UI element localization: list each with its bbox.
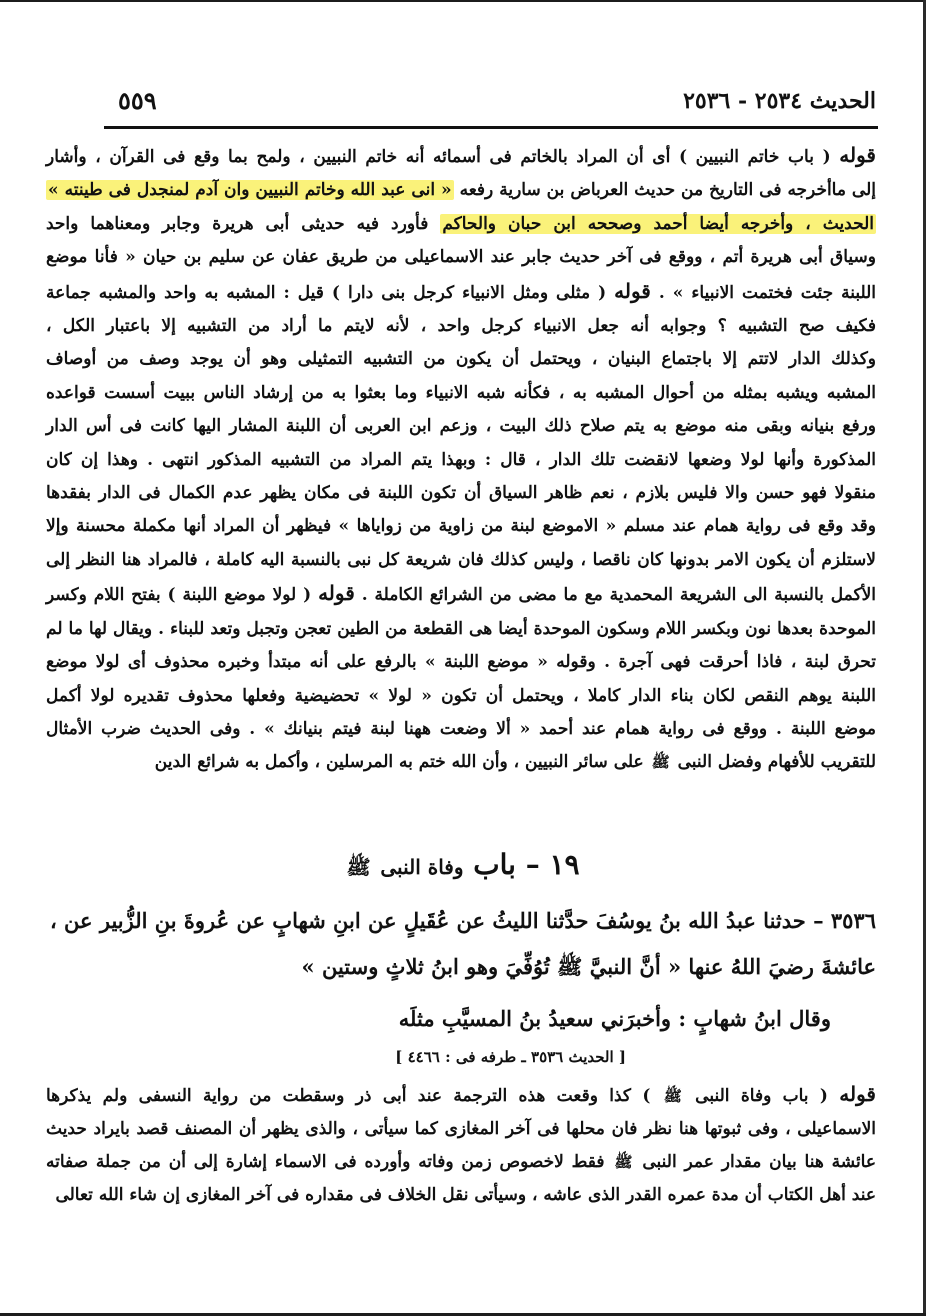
commentary-1-line — [46, 577, 876, 612]
lead-word: قوله — [839, 1082, 876, 1106]
commentary-1-line — [46, 174, 876, 207]
text-run: تحرق لبنة ، فاذا أحرقت فهى آجرة . وقوله « موضع اللبنة » بالرفع على أنه مبتدأ وخبره محذوف أى لولا موضع — [46, 652, 876, 673]
commentary-1-line — [46, 544, 876, 577]
salah-glyph-icon: ﷺ — [663, 1087, 682, 1105]
commentary-1-line — [46, 410, 876, 443]
commentary-2-line — [46, 1113, 876, 1146]
text-run: على سائر النبيين ، وأن الله ختم به المرسلين ، وأكمل به شرائع الدين — [154, 752, 650, 773]
cross-reference: [ الحديث ٣٥٣٦ ـ طرفه فى : ٤٤٦٦ ] — [395, 1048, 626, 1066]
header-rule — [104, 126, 878, 129]
hadith-line-1: ٣٥٣٦ – حدثنا عبدُ الله بنُ يوسُفَ حدَّثنا الليثُ عن عُقَيلٍ عن ابنِ شهابٍ عن عُروةَ بنِ الزُّبير عن ، — [49, 908, 876, 933]
text-run: اللبنة جئت فختمت الانبياء » . — [650, 282, 876, 303]
page-header — [108, 88, 876, 124]
text-run: وقد وقع فى رواية همام عند مسلم « الاموضع لبنة من زاوية من زواياها » فيظهر أن المراد أنها مكملة محسنة وإلا — [46, 516, 876, 537]
text-run: ) كذا وقعت هذه الترجمة عند أبى ذر وسقطت من رواية النسفى ولم يذكرها — [46, 1086, 662, 1106]
text-run: إلى ماأخرجه فى التاريخ من حديث العرباض بن سارية رفعه — [453, 180, 877, 201]
section-heading — [0, 848, 926, 884]
text-run: ( لولا موضع اللبنة ) بفتح اللام وكسر — [46, 585, 319, 606]
commentary-1-line — [46, 646, 876, 679]
commentary-1-line — [46, 208, 876, 241]
text-run: المشبه ويشبه بمثله من أحوال المشبه به ، فكأنه شبه الانبياء وما بعثوا به من إرشاد الناس ببيت أسست قواعده — [46, 382, 876, 403]
text-run: عند أهل الكتاب أن مدة عمره القدر الذى عاشه ، وسيأتى نقل الخلاف فى مقداره فى آخر المغازى إن شاء الله تعالى — [55, 1185, 876, 1205]
text-run: ( باب خاتم النبيين ) أى أن المراد بالخاتم فى أسمائه أنه خاتم النبيين ، ولمح بما وقع فى القرآن ، وأشار — [46, 147, 840, 167]
hadith-text — [49, 898, 876, 1048]
text-run: فقط لاخصوص زمن وفاته وأورده فى الاسماء إشارة إلى أن من جملة صفاته — [46, 1152, 613, 1172]
hadith-line-2: عائشةَ رضيَ اللهُ عنها « أنَّ النبيَّ ﷺ تُوُفِّيَ وهو ابنُ ثلاثٍ وستين » — [301, 954, 876, 979]
commentary-1-line — [46, 275, 876, 310]
salah-glyph-icon: ﷺ — [346, 855, 371, 879]
bab-word: باب — [473, 848, 516, 881]
text-run: الاسماعيلى ، وفى ثبوتها هنا نظر فان محلها فى آخر المغازى كما سيأتى ، والذى يظهر أن المصنف قصد بايراد حديث — [46, 1119, 876, 1139]
text-run: ( باب وفاة النبى — [683, 1086, 840, 1106]
commentary-1-line — [46, 343, 876, 376]
lead-word: قوله — [839, 143, 876, 167]
commentary-2-line — [46, 1179, 876, 1212]
highlighted-text: الحديث ، وأخرجه أيضا أحمد وصححه ابن حبان والحاكم — [442, 213, 874, 234]
section-dash: – — [525, 848, 540, 881]
section-number: ١٩ — [549, 848, 580, 881]
lead-word: قوله — [614, 278, 651, 303]
text-run: الموحدة بعدها نون وبكسر اللام وسكون الموحدة أيضا هى القطعة من الطين تعجن وتجبل وتعد للبناء . ويقال لها ما لم — [46, 618, 876, 639]
commentary-2-line — [46, 1146, 876, 1179]
commentary-1-line — [46, 613, 876, 646]
text-run: المذكورة وأنها لولا وضعها لانقضت تلك الدار ، قال : وبهذا يتم المراد من التشبيه المذكور انتهى . وهذا إن كان — [46, 449, 876, 470]
highlighted-text: « انى عبد الله وخاتم النبيين وان آدم لمنجدل فى طينته » — [48, 180, 452, 201]
text-run: الأكمل بالنسبة الى الشريعة المحمدية مع ما مضى من الشرائع الكاملة . — [354, 585, 876, 606]
commentary-1-line — [46, 377, 876, 410]
text-run: فأورد فيه حديثى أبى هريرة وجابر ومعناهما واحد — [46, 213, 441, 234]
running-title: الحديث ٢٥٣٤ - ٢٥٣٦ — [683, 88, 876, 114]
commentary-1-line — [46, 310, 876, 343]
section-title: وفاة النبى — [380, 855, 464, 879]
text-run: اللبنة يوهم النقص لكان بناء الدار كاملا ، ويحتمل أن تكون « لولا » تحضيضية وفعلها محذوف تقديره لولا أكمل — [46, 685, 876, 706]
salah-glyph-icon: ﷺ — [614, 1153, 633, 1171]
commentary-1-line — [46, 139, 876, 174]
text-run: وسياق أبى هريرة أتم ، ووقع فى آخر حديث جابر عند الاسماعيلى من طريق عفان عن سليم بن حيان « فأنا موضع — [46, 247, 876, 268]
text-run: عائشة هنا بيان مقدار عمر النبى — [634, 1152, 876, 1172]
commentary-1-line — [46, 510, 876, 543]
commentary-block-1 — [46, 139, 876, 780]
hadith-line-3: وقال ابنُ شهابٍ : وأخبرَني سعيدُ بنُ المسيَّبِ مثلَه — [398, 1006, 831, 1031]
text-run: وكذلك الدار لاتتم إلا باجتماع البنيان ، ويحتمل أن يكون من التشبيه التمثيلى وهو أن يوجد وصف من أوصاف — [46, 349, 876, 370]
text-run: ( مثلى ومثل الانبياء كرجل بنى دارا ) قيل : المشبه به واحد والمشبه جماعة — [46, 282, 615, 303]
page-number: ٥٥٩ — [118, 86, 157, 115]
text-run: موضع اللبنة . ووقع فى رواية همام عند أحمد « ألا وضعت ههنا لبنة فيتم بنيانك » . وفى الحديث ضرب الأمثال — [46, 718, 876, 739]
text-run: فكيف صح التشبيه ؟ وجوابه أنه جعل الانبياء كرجل واحد ، لأنه لايتم ما أراد من التشبيه إلا باعتبار الكل ، — [46, 316, 876, 337]
text-run: للتقريب للأفهام وفضل النبى — [671, 752, 876, 773]
text-run: ورفع بنيانه وبقى منه موضع به يتم صلاح ذلك البيت ، وزعم ابن العربى أن اللبنة المشار اليها كانت فى أس الدار — [46, 416, 876, 437]
salah-glyph-icon: ﷺ — [651, 753, 670, 772]
commentary-1-line — [46, 680, 876, 713]
commentary-1-line — [46, 477, 876, 510]
text-run: لاستلزم أن يكون الامر بدونها كان ناقصا ، وليس كذلك فان شريعة كل نبى بالنسبة اليه كاملة ، فالمراد هنا النظر إلى — [46, 549, 876, 570]
commentary-1-line — [46, 444, 876, 477]
commentary-1-line — [46, 713, 876, 746]
commentary-2-line — [46, 1078, 876, 1113]
commentary-1-line — [46, 241, 876, 274]
lead-word: قوله — [318, 581, 355, 606]
text-run: منقولا فهو حسن والا فليس بلازم ، نعم ظاهر السياق أن تكون اللبنة فى مكان يظهر عدم الكمال فى الدار بفقدها — [46, 483, 876, 504]
page-top-edge — [0, 0, 926, 2]
commentary-1-line — [46, 746, 876, 779]
commentary-block-2 — [46, 1078, 876, 1212]
